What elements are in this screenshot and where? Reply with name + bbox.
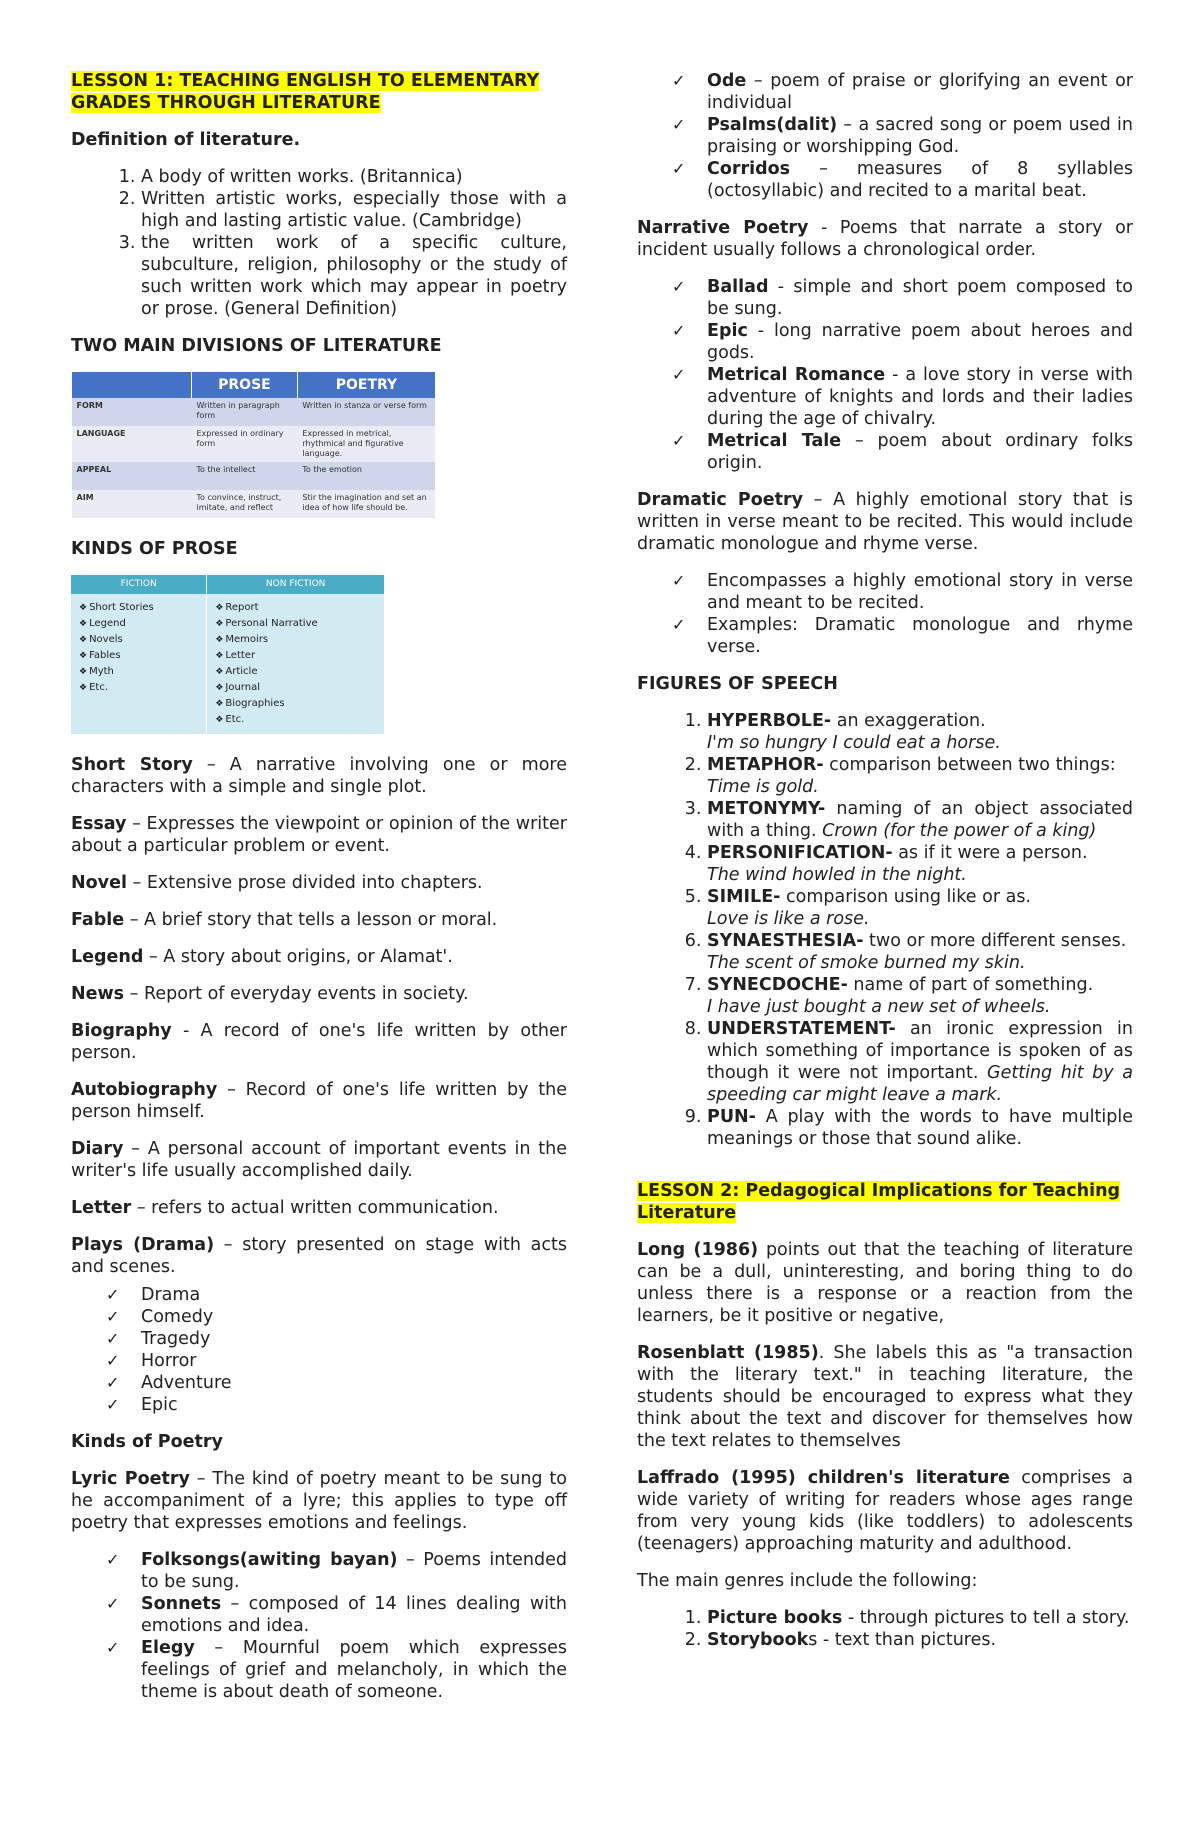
term-essay: Essay – Expresses the viewpoint or opinion of the writer about a particular problem or event. — [71, 814, 567, 856]
list-item: ❖ Personal Narrative — [215, 618, 318, 629]
lyric-types-list — [71, 1549, 567, 1703]
figure-item: 7. SYNECDOCHE- name of part of something. I have just bought a new set of wheels. — [707, 974, 1133, 1018]
table-cell: LANGUAGE — [72, 426, 192, 462]
figure-item: 2. METAPHOR- comparison between two things: Time is gold. — [707, 754, 1133, 798]
list-item: ❖ Etc. — [215, 714, 245, 725]
table-cell: Written in stanza or verse form — [297, 398, 435, 426]
list-item: ❖ Novels — [79, 634, 123, 645]
list-item: ✓ Drama — [141, 1284, 567, 1306]
table-cell: Expressed in metrical, rhythmical and figurative language. — [297, 426, 435, 462]
table-header: FICTION — [71, 575, 207, 594]
list-item: ✓ Ballad - simple and short poem composed to be sung. — [707, 276, 1133, 320]
right-column — [637, 70, 1133, 1666]
term-novel: Novel – Extensive prose divided into chapters. — [71, 873, 483, 893]
divisions-table — [71, 372, 435, 518]
lyric-types-list-cont — [637, 70, 1133, 202]
genre-item: 1. Picture books - through pictures to tell a story. — [707, 1607, 1133, 1629]
figure-item: 6. SYNAESTHESIA- two or more different senses. The scent of smoke burned my skin. — [707, 930, 1133, 974]
para-rosenblatt: Rosenblatt (1985). She labels this as "a transaction with the literary text." in teaching literature, the students should be encouraged to express what they think about the text and discover for themselves how the text relates to themselves — [637, 1343, 1134, 1451]
lesson1-title: LESSON 1: TEACHING ENGLISH TO ELEMENTARY GRADES THROUGH LITERATURE — [71, 71, 540, 113]
divisions-heading: TWO MAIN DIVISIONS OF LITERATURE — [71, 336, 442, 356]
definition-item: 3. the written work of a specific culture, subculture, religion, philosophy or the study of such written work which may appear in poetry or prose. (General Definition) — [141, 232, 567, 320]
diamond-bullet-icon: ❖ — [215, 651, 224, 661]
list-item: ❖ Short Stories — [79, 602, 154, 613]
list-item: ✓ Corridos – measures of 8 syllables (octosyllabic) and recited to a marital beat. — [707, 158, 1133, 202]
table-cell: To the emotion — [297, 462, 435, 490]
list-item: ❖ Biographies — [215, 698, 285, 709]
term-news: News – Report of everyday events in society. — [71, 984, 469, 1004]
table-row — [72, 490, 436, 518]
table-header: NON FICTION — [207, 575, 385, 594]
list-item: ✓ Folksongs(awiting bayan) – Poems intended to be sung. — [141, 1549, 567, 1593]
table-cell: FORM — [72, 398, 192, 426]
diamond-bullet-icon: ❖ — [215, 667, 224, 677]
list-item: ❖ Myth — [79, 666, 114, 677]
list-item: ✓ Epic — [141, 1394, 567, 1416]
table-cell: AIM — [72, 490, 192, 518]
diamond-bullet-icon: ❖ — [79, 603, 88, 613]
list-item: ✓ Epic - long narrative poem about heroes and gods. — [707, 320, 1133, 364]
list-item: ✓ Metrical Romance - a love story in verse with adventure of knights and lords and their ladies during the age of chivalry. — [707, 364, 1133, 430]
figure-item: 3. METONYMY- naming of an object associated with a thing. Crown (for the power of a king) — [707, 798, 1133, 842]
term-fable: Fable – A brief story that tells a lesson or moral. — [71, 910, 498, 930]
diamond-bullet-icon: ❖ — [79, 619, 88, 629]
figure-item: 4. PERSONIFICATION- as if it were a person. The wind howled in the night. — [707, 842, 1133, 886]
table-header: POETRY — [297, 372, 435, 398]
figures-heading: FIGURES OF SPEECH — [637, 674, 838, 694]
list-item: ✓ Tragedy — [141, 1328, 567, 1350]
para-laffrado: Laffrado (1995) children's literature comprises a wide variety of writing for readers whose ages range from very young kids (like toddlers) to adolescents (teenagers) approaching maturity and adulthood. — [637, 1468, 1133, 1554]
definition-item: 1. A body of written works. (Britannica) — [141, 166, 567, 188]
term-diary: Diary – A personal account of important events in the writer's life usually accomplished daily. — [71, 1139, 567, 1181]
fiction-cell — [71, 594, 207, 734]
table-cell: To convince, instruct, imitate, and reflect — [192, 490, 298, 518]
nonfiction-cell — [207, 594, 385, 734]
term-short-story: Short Story – A narrative involving one or more characters with a simple and single plot. — [71, 755, 567, 797]
list-item: ❖ Journal — [215, 682, 260, 693]
table-cell: Written in paragraph form — [192, 398, 298, 426]
term-plays: Plays (Drama) – story presented on stage with acts and scenes. — [71, 1235, 567, 1277]
diamond-bullet-icon: ❖ — [79, 683, 88, 693]
table-row — [72, 426, 436, 462]
term-autobiography: Autobiography – Record of one's life written by the person himself. — [71, 1080, 567, 1122]
diamond-bullet-icon: ❖ — [79, 635, 88, 645]
table-cell: To the intellect — [192, 462, 298, 490]
diamond-bullet-icon: ❖ — [215, 683, 224, 693]
kinds-prose-heading: KINDS OF PROSE — [71, 539, 238, 559]
table-cell: Expressed in ordinary form — [192, 426, 298, 462]
list-item: ❖ Memoirs — [215, 634, 269, 645]
definition-item: 2. Written artistic works, especially those with a high and lasting artistic value. (Cambridge) — [141, 188, 567, 232]
diamond-bullet-icon: ❖ — [215, 635, 224, 645]
term-dramatic-poetry: Dramatic Poetry – A highly emotional story that is written in verse meant to be recited. This would include dramatic monologue and rhyme verse. — [637, 490, 1133, 554]
list-item: ✓ Adventure — [141, 1372, 567, 1394]
list-item: ✓ Comedy — [141, 1306, 567, 1328]
diamond-bullet-icon: ❖ — [215, 699, 224, 709]
diamond-bullet-icon: ❖ — [215, 715, 224, 725]
table-cell: Stir the imagination and set an idea of how life should be. — [297, 490, 435, 518]
definition-list — [71, 166, 567, 320]
term-biography: Biography - A record of one's life written by other person. — [71, 1021, 567, 1063]
left-column — [71, 70, 567, 1718]
figure-item: 9. PUN- A play with the words to have multiple meanings or those that sound alike. — [707, 1106, 1133, 1150]
genre-item: 2. Storybooks - text than pictures. — [707, 1629, 1133, 1651]
kinds-poetry-heading: Kinds of Poetry — [71, 1432, 223, 1452]
term-letter: Letter – refers to actual written communication. — [71, 1198, 499, 1218]
term-narrative-poetry: Narrative Poetry - Poems that narrate a story or incident usually follows a chronological order. — [637, 218, 1133, 260]
diamond-bullet-icon: ❖ — [79, 667, 88, 677]
list-item: ✓ Ode – poem of praise or glorifying an event or individual — [707, 70, 1133, 114]
figure-item: 5. SIMILE- comparison using like or as. Love is like a rose. — [707, 886, 1133, 930]
dramatic-points-list — [637, 570, 1133, 658]
list-item: ❖ Etc. — [79, 682, 108, 693]
list-item: ✓ Examples: Dramatic monologue and rhyme verse. — [707, 614, 1133, 658]
list-item: ✓ Sonnets – composed of 14 lines dealing with emotions and idea. — [141, 1593, 567, 1637]
term-legend: Legend – A story about origins, or Alamat'. — [71, 947, 453, 967]
table-header: PROSE — [192, 372, 298, 398]
genres-intro: The main genres include the following: — [637, 1571, 978, 1591]
table-header — [72, 372, 192, 398]
diamond-bullet-icon: ❖ — [215, 603, 224, 613]
table-row — [72, 398, 436, 426]
table-cell: APPEAL — [72, 462, 192, 490]
figures-list — [637, 710, 1133, 1150]
list-item: ❖ Letter — [215, 650, 256, 661]
lesson2-title: LESSON 2: Pedagogical Implications for Teaching Literature — [637, 1181, 1121, 1223]
list-item: ✓ Horror — [141, 1350, 567, 1372]
narrative-types-list — [637, 276, 1133, 474]
diamond-bullet-icon: ❖ — [215, 619, 224, 629]
list-item: ✓ Encompasses a highly emotional story in verse and meant to be recited. — [707, 570, 1133, 614]
prose-table — [71, 575, 385, 734]
list-item: ✓ Elegy – Mournful poem which expresses feelings of grief and melancholy, in which the theme is about death of someone. — [141, 1637, 567, 1703]
play-types-list — [71, 1284, 567, 1416]
list-item: ✓ Psalms(dalit) – a sacred song or poem used in praising or worshipping God. — [707, 114, 1133, 158]
list-item: ❖ Fables — [79, 650, 121, 661]
list-item: ❖ Article — [215, 666, 258, 677]
term-lyric-poetry: Lyric Poetry – The kind of poetry meant to be sung to he accompaniment of a lyre; this applies to type off poetry that expresses emotions and feelings. — [71, 1469, 567, 1533]
list-item: ❖ Legend — [79, 618, 126, 629]
table-row — [72, 462, 436, 490]
figure-item: 1. HYPERBOLE- an exaggeration. I'm so hungry I could eat a horse. — [707, 710, 1133, 754]
para-long: Long (1986) points out that the teaching of literature can be a dull, uninteresting, and boring thing to do unless there is a response or a reaction from the learners, be it positive or negative, — [637, 1240, 1133, 1326]
list-item: ✓ Metrical Tale – poem about ordinary folks origin. — [707, 430, 1133, 474]
figure-item: 8. UNDERSTATEMENT- an ironic expression in which something of importance is spoken of as though it were not important. Getting hit by a speeding car might leave a mark. — [707, 1018, 1133, 1106]
genres-list — [637, 1607, 1133, 1651]
list-item: ❖ Report — [215, 602, 259, 613]
diamond-bullet-icon: ❖ — [79, 651, 88, 661]
definition-heading: Definition of literature. — [71, 130, 301, 150]
